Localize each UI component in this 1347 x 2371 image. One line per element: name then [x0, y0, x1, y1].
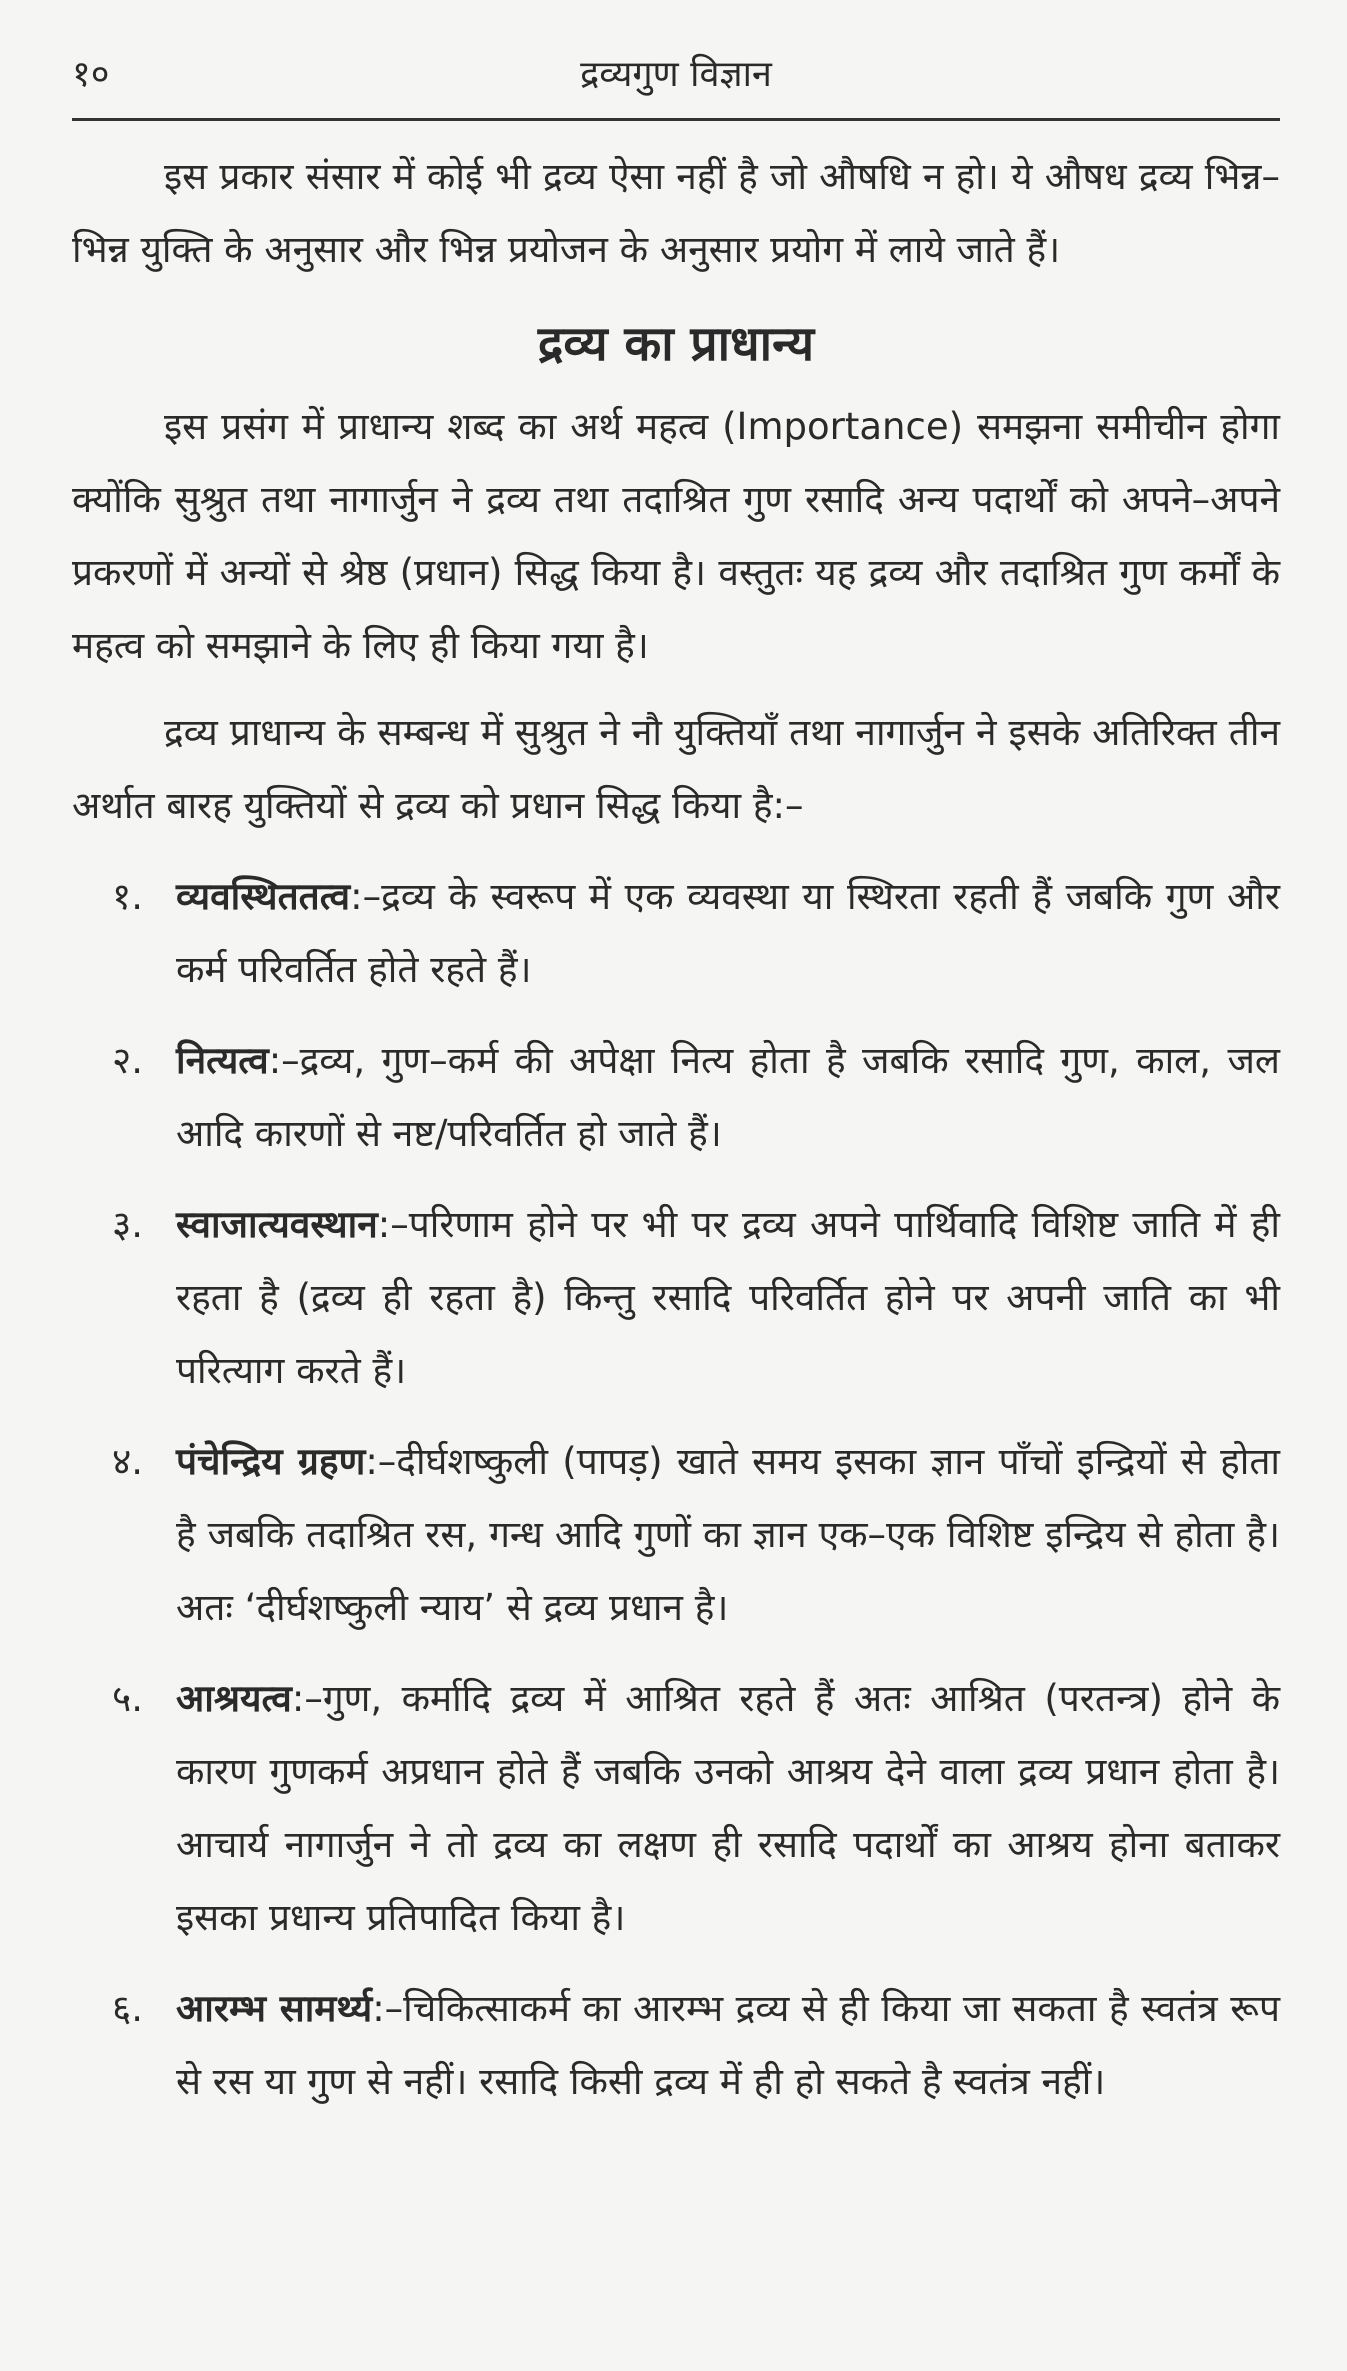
body-paragraph-2: द्रव्य प्राधान्य के सम्बन्ध में सुश्रुत ने नौ युक्तियाँ तथा नागार्जुन ने इसके अतिरिक्त तीन अर्थात बारह युक्तियों से द्रव्य को प्रधान सिद्ध किया है:–	[72, 711, 1280, 827]
list-item	[72, 860, 1280, 1006]
section-heading: द्रव्य का प्राधान्य	[537, 316, 815, 372]
numbered-list	[72, 860, 1280, 2118]
page-number: १०	[72, 54, 110, 95]
body-paragraph-1: इस प्रसंग में प्राधान्य शब्द का अर्थ महत्व (Importance) समझना समीचीन होगा क्योंकि सुश्रुत तथा नागार्जुन ने द्रव्य तथा तदाश्रित गुण रसादि अन्य पदार्थों को अपने–अपने प्रकरणों में अन्यों से श्रेष्ठ (प्रधान) सिद्ध किया है। वस्तुतः यह द्रव्य और तदाश्रित गुण कर्मों के महत्व को समझाने के लिए ही किया गया है।	[72, 405, 1280, 667]
list-item	[72, 1662, 1280, 1954]
list-item-body	[176, 1662, 1280, 1954]
header-divider	[72, 118, 1280, 121]
list-item-text: :–द्रव्य के स्वरूप में एक व्यवस्था या स्थिरता रहती हैं जबकि गुण और कर्म परिवर्तित होते रहते हैं।	[176, 875, 1280, 991]
list-item	[72, 1972, 1280, 2118]
list-item-term: आश्रयत्व	[176, 1677, 292, 1720]
list-item-body	[176, 1188, 1280, 1407]
list-item	[72, 1425, 1280, 1644]
list-item-term: आरम्भ सामर्थ्य	[176, 1987, 373, 2030]
list-item	[72, 1188, 1280, 1407]
list-item-text: :–दीर्घशष्कुली (पापड़) खाते समय इसका ज्ञान पाँचों इन्द्रियों से होता है जबकि तदाश्रित रस, गन्ध आदि गुणों का ज्ञान एक–एक विशिष्ट इन्द्रिय से होता है। अतः ‘दीर्घशष्कुली न्याय’ से द्रव्य प्रधान है।	[176, 1440, 1280, 1629]
list-item-body	[176, 1425, 1280, 1644]
list-item-body	[176, 1972, 1280, 2118]
list-item-text: :–गुण, कर्मादि द्रव्य में आश्रित रहते हैं अतः आश्रित (परतन्त्र) होने के कारण गुणकर्म अप्रधान होते हैं जबकि उनको आश्रय देने वाला द्रव्य प्रधान होता है। आचार्य नागार्जुन ने तो द्रव्य का लक्षण ही रसादि पदार्थों का आश्रय होना बताकर इसका प्रधान्य प्रतिपादित किया है।	[176, 1677, 1280, 1939]
intro-paragraph: इस प्रकार संसार में कोई भी द्रव्य ऐसा नहीं है जो औषधि न हो। ये औषध द्रव्य भिन्न–भिन्न युक्ति के अनुसार और भिन्न प्रयोजन के अनुसार प्रयोग में लाये जाते हैं।	[72, 155, 1280, 271]
page-body	[72, 140, 1280, 2118]
list-item-term: पंचेन्द्रिय ग्रहण	[176, 1440, 366, 1483]
list-item-body	[176, 1024, 1280, 1170]
list-item	[72, 1024, 1280, 1170]
list-item-text: :–द्रव्य, गुण–कर्म की अपेक्षा नित्य होता है जबकि रसादि गुण, काल, जल आदि कारणों से नष्ट/परिवर्तित हो जाते हैं।	[176, 1039, 1280, 1155]
book-page	[72, 0, 1280, 2371]
list-item-term: स्वाजात्यवस्थान	[176, 1203, 378, 1246]
list-item-number: ५.	[112, 1677, 144, 1720]
page-header	[72, 42, 1280, 112]
book-title: द्रव्यगुण विज्ञान	[580, 54, 772, 95]
list-item-text: :–परिणाम होने पर भी पर द्रव्य अपने पार्थिवादि विशिष्ट जाति में ही रहता है (द्रव्य ही रहता है) किन्तु रसादि परिवर्तित होने पर अपनी जाति का भी परित्याग करते हैं।	[176, 1203, 1280, 1392]
list-item-number: ६.	[112, 1987, 144, 2030]
list-item-number: १.	[112, 875, 144, 918]
list-item-number: ३.	[112, 1203, 144, 1246]
list-item-body	[176, 860, 1280, 1006]
list-item-term: नित्यत्व	[176, 1039, 269, 1082]
list-item-term: व्यवस्थिततत्व	[176, 875, 351, 918]
list-item-number: २.	[112, 1039, 144, 1082]
list-item-text: :–चिकित्साकर्म का आरम्भ द्रव्य से ही किया जा सकता है स्वतंत्र रूप से रस या गुण से नहीं। रसादि किसी द्रव्य में ही हो सकते है स्वतंत्र नहीं।	[176, 1987, 1281, 2103]
list-item-number: ४.	[112, 1440, 144, 1483]
